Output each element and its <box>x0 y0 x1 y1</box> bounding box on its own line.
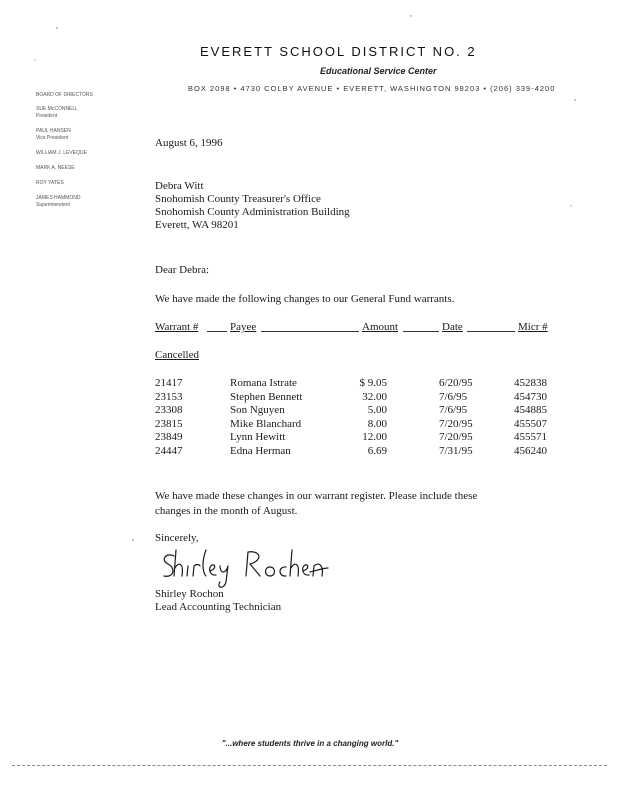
table-row <box>155 445 565 459</box>
cell-amount: 6.69 <box>367 444 387 457</box>
cell-micr: 454730 <box>514 390 547 403</box>
signer-block <box>155 588 281 614</box>
board-member-role: Superintendent <box>36 202 70 208</box>
table-row <box>155 418 565 432</box>
header-rule <box>261 331 359 332</box>
cell-warrant: 24447 <box>155 444 183 457</box>
cell-micr: 456240 <box>514 444 547 457</box>
cell-payee: Son Nguyen <box>230 404 285 416</box>
board-member-role: Vice President <box>36 135 69 141</box>
signer-name: Shirley Rochon <box>155 588 224 600</box>
cell-payee: Mike Blanchard <box>230 417 302 430</box>
letter-date: August 6, 1996 <box>155 137 223 149</box>
recipient-address <box>155 180 350 232</box>
signer-title: Lead Accounting Technician <box>155 601 282 613</box>
header-amount: Amount <box>362 321 399 333</box>
table-header <box>155 321 555 335</box>
cell-warrant: 23153 <box>155 390 183 403</box>
board-member-name: ROY YATES <box>36 180 64 186</box>
cell-warrant: 23308 <box>155 404 183 416</box>
header-warrant: Warrant # <box>155 321 199 333</box>
header-date: Date <box>442 321 463 333</box>
body-paragraph <box>155 489 545 519</box>
closing: Sincerely, <box>155 532 199 544</box>
board-of-directors <box>36 92 146 209</box>
salutation: Dear Debra: <box>155 264 210 276</box>
recipient-line: Snohomish County Treasurer's Office <box>155 193 321 205</box>
district-motto: "...where students thrive in a changing world." <box>221 739 399 748</box>
body-line: changes in the month of August. <box>155 505 298 517</box>
recipient-line: Debra Witt <box>155 180 204 192</box>
cell-amount: $ 9.05 <box>359 377 387 389</box>
letterhead-subtitle: Educational Service Center <box>320 66 437 76</box>
board-member-role: President <box>36 113 58 119</box>
recipient-line: Everett, WA 98201 <box>155 219 239 231</box>
cell-micr: 452838 <box>514 377 547 389</box>
cell-date: 7/20/95 <box>439 417 473 430</box>
cell-amount: 12.00 <box>362 431 387 443</box>
cell-warrant: 21417 <box>155 377 183 389</box>
cell-payee: Stephen Bennett <box>230 390 303 403</box>
cell-payee: Lynn Hewitt <box>230 431 286 443</box>
cell-date: 6/20/95 <box>439 377 473 389</box>
header-rule <box>403 331 439 332</box>
cell-warrant: 23849 <box>155 431 183 443</box>
board-member-name: MARK A. NEESE <box>36 165 75 171</box>
cell-micr: 455571 <box>514 431 547 443</box>
cell-payee: Edna Herman <box>230 444 291 457</box>
intro-paragraph: We have made the following changes to our General Fund warrants. <box>155 293 455 305</box>
cell-micr: 454885 <box>514 404 547 416</box>
cell-amount: 5.00 <box>367 404 387 416</box>
board-member-name: SUE McCONNELL <box>36 106 78 112</box>
recipient-line: Snohomish County Administration Building <box>155 206 350 218</box>
table-row <box>155 391 565 405</box>
header-rule <box>467 331 515 332</box>
letterhead-title: EVERETT SCHOOL DISTRICT NO. 2 <box>200 44 477 59</box>
cell-date: 7/6/95 <box>439 404 468 416</box>
cell-amount: 8.00 <box>367 417 387 430</box>
warrant-rows <box>155 377 565 458</box>
table-row <box>155 431 565 445</box>
body-line: We have made these changes in our warrant register. Please include these <box>155 490 478 502</box>
cell-warrant: 23815 <box>155 417 183 430</box>
board-member-name: PAUL HANSEN <box>36 128 71 134</box>
table-row <box>155 377 565 391</box>
board-member-name: JAMES HAMMOND <box>36 195 81 201</box>
cell-amount: 32.00 <box>362 390 387 403</box>
cell-micr: 455507 <box>514 417 547 430</box>
header-micr: Micr # <box>518 321 548 333</box>
board-heading: BOARD OF DIRECTORS <box>36 92 93 98</box>
cell-date: 7/31/95 <box>439 444 473 457</box>
board-member-name: WILLIAM J. LEVEQUE <box>36 150 87 156</box>
section-label-cancelled: Cancelled <box>155 349 199 361</box>
letterhead-address: BOX 2098 • 4730 COLBY AVENUE • EVERETT, WASHINGTON 98203 • (206) 339-4200 <box>188 84 556 93</box>
cell-date: 7/6/95 <box>439 390 468 403</box>
header-rule <box>207 331 227 332</box>
handwritten-signature <box>160 546 330 590</box>
header-payee: Payee <box>230 321 257 333</box>
table-row <box>155 404 565 418</box>
cell-date: 7/20/95 <box>439 431 473 443</box>
cell-payee: Romana Istrate <box>230 377 297 389</box>
footer-divider <box>12 765 607 766</box>
